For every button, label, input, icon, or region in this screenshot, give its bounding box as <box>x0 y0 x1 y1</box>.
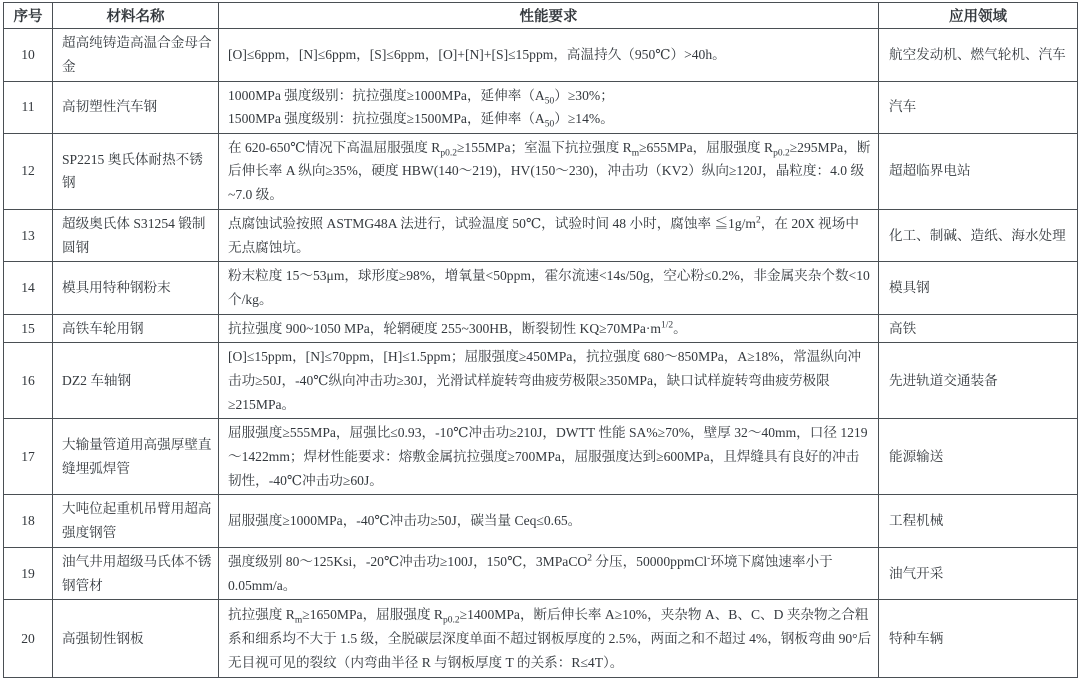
cell-performance: 1000MPa 强度级别：抗拉强度≥1000MPa，延伸率$(A_{50})\ge 30\%$； 1500MPa 强度级别：抗拉强度≥1500MPa，延伸率$(A_{50})\ge 14\%$。 <box>219 81 879 133</box>
cell-material-name: 大输量管道用高强厚壁直缝埋弧焊管 <box>53 419 219 495</box>
cell-serial: 12 <box>4 133 53 209</box>
cell-performance: 屈服强度≥1000MPa，-40℃冲击功≥50J，碳当量 Ceq≤0.65。 <box>219 495 879 548</box>
cell-material-name: 高韧塑性汽车钢 <box>53 81 219 133</box>
table-row <box>4 343 1078 419</box>
table-row <box>4 547 1078 600</box>
cell-application: 汽车 <box>879 81 1078 133</box>
cell-serial: 18 <box>4 495 53 548</box>
cell-performance: 屈服强度≥555MPa，屈强比≤0.93，-10℃冲击功≥210J，DWTT 性能 SA%≥70%，壁厚 32～40mm，口径 1219～1422mm；焊材性能要求：熔敷金属抗拉强度≥700MPa，屈服强度达到≥600MPa，且焊缝具有良好的冲击韧性，-40℃冲击功≥60J。 <box>219 419 879 495</box>
cell-material-name: DZ2 车轴钢 <box>53 343 219 419</box>
cell-performance: [O]≤15ppm，[N]≤70ppm，[H]≤1.5ppm；屈服强度≥450MPa，抗拉强度 680～850MPa，A≥18%，常温纵向冲击功≥50J，-40℃纵向冲击功≥30J，光滑试样旋转弯曲疲劳极限≥350MPa，缺口试样旋转弯曲疲劳极限≥215MPa。 <box>219 343 879 419</box>
table-row <box>4 81 1078 133</box>
cell-performance: 抗拉强度 900~1050 MPa，轮辋硬度 255~300HB，断裂韧性 $KQ\ge 70MPa\cdot m^{1/2}$。 <box>219 314 879 343</box>
header-row <box>4 3 1078 29</box>
cell-serial: 11 <box>4 81 53 133</box>
cell-performance: 点腐蚀试验按照 ASTMG48A 法进行，试验温度 50℃，试验时间 48 小时，腐蚀率 $≦1g/m^2$，在 20X 视场中无点腐蚀坑。 <box>219 209 879 262</box>
cell-performance: [O]≤6ppm，[N]≤6ppm，[S]≤6ppm，[O]+[N]+[S]≤15ppm，高温持久（950℃）>40h。 <box>219 29 879 82</box>
cell-material-name: 超级奥氏体 S31254 锻制圆钢 <box>53 209 219 262</box>
column-header-material-name: 材料名称 <box>53 3 219 29</box>
cell-serial: 10 <box>4 29 53 82</box>
column-header-performance: 性能要求 <box>219 3 879 29</box>
table-row <box>4 29 1078 82</box>
table-row <box>4 262 1078 314</box>
cell-material-name: 超高纯铸造高温合金母合金 <box>53 29 219 82</box>
table-row <box>4 495 1078 548</box>
cell-serial: 14 <box>4 262 53 314</box>
table-row <box>4 133 1078 209</box>
cell-application: 高铁 <box>879 314 1078 343</box>
cell-material-name: SP2215 奥氏体耐热不锈钢 <box>53 133 219 209</box>
materials-table <box>3 2 1078 678</box>
cell-material-name: 模具用特种钢粉末 <box>53 262 219 314</box>
cell-material-name: 高铁车轮用钢 <box>53 314 219 343</box>
cell-serial: 13 <box>4 209 53 262</box>
table-row <box>4 419 1078 495</box>
column-header-serial: 序号 <box>4 3 53 29</box>
cell-serial: 15 <box>4 314 53 343</box>
cell-serial: 19 <box>4 547 53 600</box>
cell-application: 先进轨道交通装备 <box>879 343 1078 419</box>
cell-material-name: 油气井用超级马氏体不锈钢管材 <box>53 547 219 600</box>
cell-application: 能源输送 <box>879 419 1078 495</box>
cell-application: 油气开采 <box>879 547 1078 600</box>
cell-application: 化工、制碱、造纸、海水处理 <box>879 209 1078 262</box>
cell-performance: 抗拉强度 $R_m\ge 1650MPa$，屈服强度 $R_{p0.2}\ge 1400MPa$，断后伸长率 A≥10%，夹杂物 A、B、C、D 夹杂物之合粗系和细系均不大于 1.5 级，全脱碳层深度单面不超过钢板厚度的 2.5%，两面之和不超过 4%，钢板弯曲 90°后无目视可见的裂纹（内弯曲半径 R 与钢板厚度 T 的关系：R≤4T）。 <box>219 600 879 678</box>
table-row <box>4 314 1078 343</box>
cell-application: 模具钢 <box>879 262 1078 314</box>
table-row <box>4 209 1078 262</box>
cell-application: 航空发动机、燃气轮机、汽车 <box>879 29 1078 82</box>
cell-material-name: 大吨位起重机吊臂用超高强度钢管 <box>53 495 219 548</box>
cell-serial: 16 <box>4 343 53 419</box>
cell-performance: 在 620-650℃情况下高温屈服强度 $R_{p0.2}\ge 155MPa$；室温下抗拉强度 $R_m\ge 655MPa$，屈服强度 $R_{p0.2}\ge 295MPa$，断后伸长率 A 纵向≥35%，硬度 HBW(140～219)，HV(150～230)，冲击功（KV2）纵向≥120J，晶粒度：4.0 级~7.0 级。 <box>219 133 879 209</box>
cell-serial: 20 <box>4 600 53 678</box>
cell-serial: 17 <box>4 419 53 495</box>
column-header-application: 应用领域 <box>879 3 1078 29</box>
cell-performance: 强度级别 80～125Ksi，-20℃冲击功≥100J，150℃，3MPaCO$^2$ 分压，50000ppmCl-环境下腐蚀速率小于 0.05mm/a。 <box>219 547 879 600</box>
cell-application: 特种车辆 <box>879 600 1078 678</box>
cell-application: 超超临界电站 <box>879 133 1078 209</box>
cell-material-name: 高强韧性钢板 <box>53 600 219 678</box>
cell-application: 工程机械 <box>879 495 1078 548</box>
table-row <box>4 600 1078 678</box>
cell-performance: 粉末粒度 15～53μm，球形度≥98%，增氧量<50ppm，霍尔流速<14s/50g，空心粉≤0.2%，非金属夹杂个数<10 个/kg。 <box>219 262 879 314</box>
